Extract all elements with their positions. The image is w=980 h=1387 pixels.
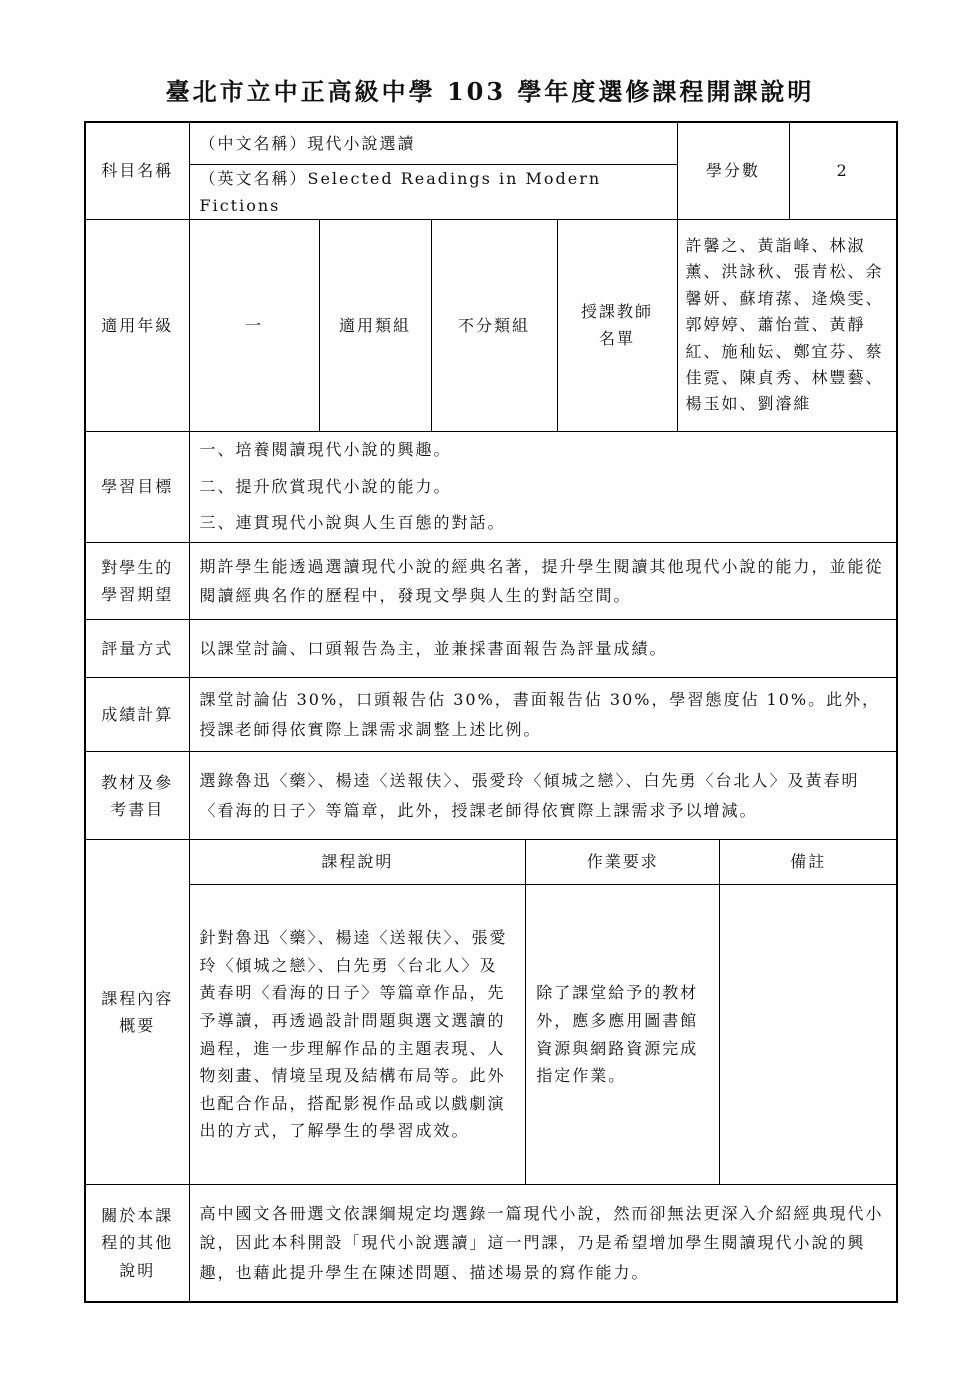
- grading-text: 課堂討論佔 30%，口頭報告佔 30%，書面報告佔 30%，學習態度佔 10%。此外，授課老師得依實際上課需求調整上述比例。: [189, 678, 897, 752]
- course-name-zh: （中文名稱）現代小說選讀: [189, 122, 677, 164]
- materials-text: 選錄魯迅〈藥〉、楊逵〈送報伕〉、張愛玲〈傾城之戀〉、白先勇〈台北人〉及黃春明〈看海的日子〉等篇章，此外，授課老師得依實際上課需求予以增減。: [189, 752, 897, 840]
- course-name-label: 科目名稱: [85, 122, 189, 219]
- group-label: 適用類組: [319, 219, 431, 431]
- grade-value: 一: [189, 219, 319, 431]
- outline-table: [190, 840, 897, 1184]
- credit-value: 2: [789, 122, 897, 219]
- outline-note: [720, 884, 896, 1184]
- materials-label: 教材及參考書目: [85, 752, 189, 840]
- course-name-en: （英文名稱）Selected Readings in Modern Fictions: [189, 164, 677, 219]
- course-table: [84, 121, 898, 1303]
- teachers-list: 許馨之、黃詣峰、林淑薰、洪詠秋、張青松、余馨妍、蘇堉蓀、逄煥雯、郭婷婷、蕭怡萱、黃靜紅、施秈妘、鄭宜芬、蔡佳霓、陳貞秀、林豐藝、楊玉如、劉濬維: [677, 219, 897, 431]
- outline-header-homework: 作業要求: [526, 840, 720, 884]
- goal-item: 二、提升欣賞現代小說的能力。: [199, 476, 452, 496]
- document-title: 臺北市立中正高級中學 103 學年度選修課程開課說明: [165, 77, 815, 106]
- assessment-text: 以課堂討論、口頭報告為主，並兼採書面報告為評量成績。: [189, 620, 897, 678]
- expectation-text: 期許學生能透過選讀現代小說的經典名著，提升學生閱讀其他現代小說的能力，並能從閱讀經典名作的歷程中，發現文學與人生的對話空間。: [189, 543, 897, 620]
- grade-label: 適用年級: [85, 219, 189, 431]
- outline-header-note: 備註: [720, 840, 896, 884]
- expectation-label: 對學生的學習期望: [85, 543, 189, 620]
- group-value: 不分類組: [431, 219, 557, 431]
- outline-homework: 除了課堂給予的教材外，應多應用圖書館資源與網路資源完成指定作業。: [526, 884, 720, 1184]
- goals-label: 學習目標: [85, 431, 189, 542]
- goals-list: [189, 431, 897, 542]
- other-label: 關於本課程的其他說明: [85, 1185, 189, 1302]
- outline-label: 課程內容概要: [85, 840, 189, 1185]
- assessment-label: 評量方式: [85, 620, 189, 678]
- teachers-label: 授課教師名單: [557, 219, 677, 431]
- grading-label: 成績計算: [85, 678, 189, 752]
- other-text: 高中國文各冊選文依課綱規定均選錄一篇現代小說，然而卻無法更深入介紹經典現代小說，因此本科開設「現代小說選讀」這一門課，乃是希望增加學生閱讀現代小說的興趣，也藉此提升學生在陳述問題、描述場景的寫作能力。: [189, 1185, 897, 1302]
- outline-description: 針對魯迅〈藥〉、楊逵〈送報伕〉、張愛玲〈傾城之戀〉、白先勇〈台北人〉及黃春明〈看海的日子〉等篇章作品，先予導讀，再透過設計問題與選文選讀的過程，進一步理解作品的主題表現、人物刻畫、情境呈現及結構布局等。此外也配合作品，搭配影視作品或以戲劇演出的方式，了解學生的學習成效。: [190, 884, 526, 1184]
- credit-label: 學分數: [677, 122, 789, 219]
- goal-item: 三、連貫現代小說與人生百態的對話。: [199, 513, 506, 533]
- goal-item: 一、培養閱讀現代小說的興趣。: [199, 439, 452, 459]
- outline-header-description: 課程說明: [190, 840, 526, 884]
